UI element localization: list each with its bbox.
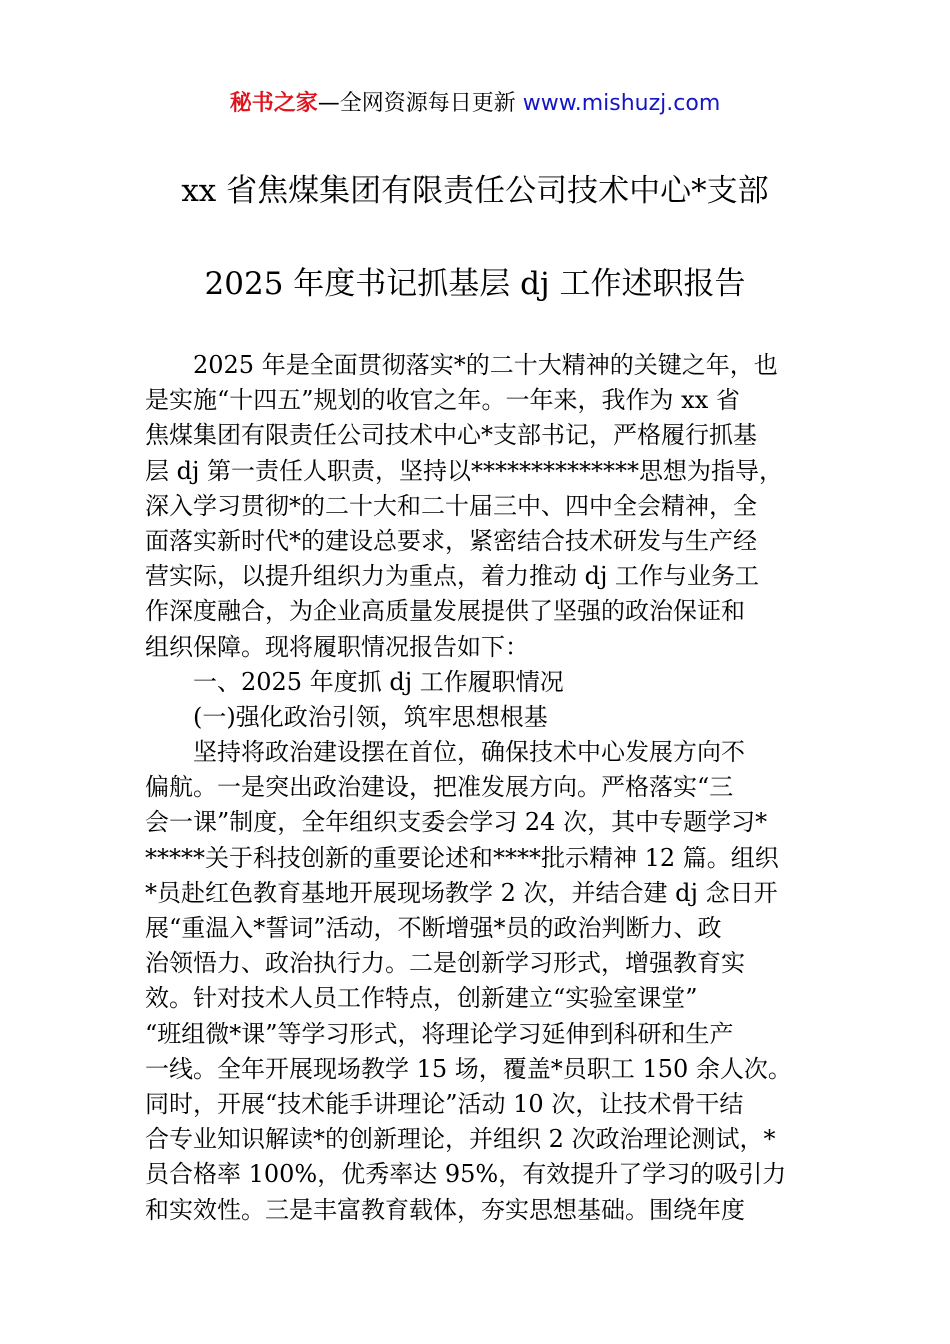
body-line: 效。针对技术人员工作特点，创新建立“实验室课堂”: [145, 984, 698, 1013]
report-body: [145, 348, 815, 1228]
body-line: 层 dj 第一责任人职责，坚持以**************思想为指导，: [145, 456, 784, 485]
body-line: “班组微*课”等学习形式，将理论学习延伸到科研和生产: [145, 1019, 734, 1048]
body-line: 合专业知识解读*的创新理论，并组织 2 次政治理论测试，*: [145, 1125, 776, 1154]
body-line: 一线。全年开展现场教学 15 场，覆盖*员职工 150 余人次。: [145, 1054, 792, 1083]
body-line: 是实施“十四五”规划的收官之年。一年来，我作为 xx 省: [145, 386, 740, 415]
body-line: 2025 年是全面贯彻落实*的二十大精神的关键之年，也: [193, 351, 778, 379]
subsection-heading: (一)强化政治引领，筑牢思想根基: [193, 702, 548, 731]
body-line: *****关于科技创新的重要论述和****批示精神 12 篇。组织: [145, 843, 779, 872]
body-line: 同时，开展“技术能手讲理论”活动 10 次，让技术骨干结: [145, 1089, 744, 1118]
body-line: 偏航。一是突出政治建设，把准发展方向。严格落实“三: [145, 773, 734, 802]
body-line: 营实际，以提升组织力为重点，着力推动 dj 工作与业务工: [145, 562, 760, 591]
website-link[interactable]: www.mishuzj.com: [522, 91, 721, 116]
body-line: 员合格率 100%，优秀率达 95%，有效提升了学习的吸引力: [145, 1160, 787, 1189]
brand-name: 秘书之家: [229, 91, 318, 116]
document-title-line-1: xx 省焦煤集团有限责任公司技术中心*支部: [181, 173, 769, 209]
body-line: 面落实新时代*的建设总要求，紧密结合技术研发与生产经: [145, 526, 757, 555]
document-title-line-2: 2025 年度书记抓基层 dj 工作述职报告: [204, 266, 746, 302]
body-line: 展“重温入*誓词”活动，不断增强*员的政治判断力、政: [145, 914, 722, 942]
body-line: *员赴红色教育基地开展现场教学 2 次，并结合建 dj 念日开: [145, 878, 778, 907]
body-line: 坚持将政治建设摆在首位，确保技术中心发展方向不: [193, 738, 745, 767]
site-banner: [0, 88, 950, 120]
body-line: 和实效性。三是丰富教育载体，夯实思想基础。围绕年度: [145, 1195, 745, 1224]
section-heading: 一、2025 年度抓 dj 工作履职情况: [193, 667, 564, 696]
body-line: 作深度融合，为企业高质量发展提供了坚强的政治保证和: [145, 597, 745, 626]
banner-slogan: —全网资源每日更新: [317, 91, 516, 116]
body-line: 组织保障。现将履职情况报告如下：: [145, 632, 529, 661]
body-line: 会一课”制度，全年组织支委会学习 24 次，其中专题学习*: [145, 808, 768, 837]
body-line: 焦煤集团有限责任公司技术中心*支部书记，严格履行抓基: [145, 421, 757, 450]
body-line: 治领悟力、政治执行力。二是创新学习形式，增强教育实: [145, 949, 745, 978]
body-line: 深入学习贯彻*的二十大和二十届三中、四中全会精神，全: [145, 491, 757, 520]
